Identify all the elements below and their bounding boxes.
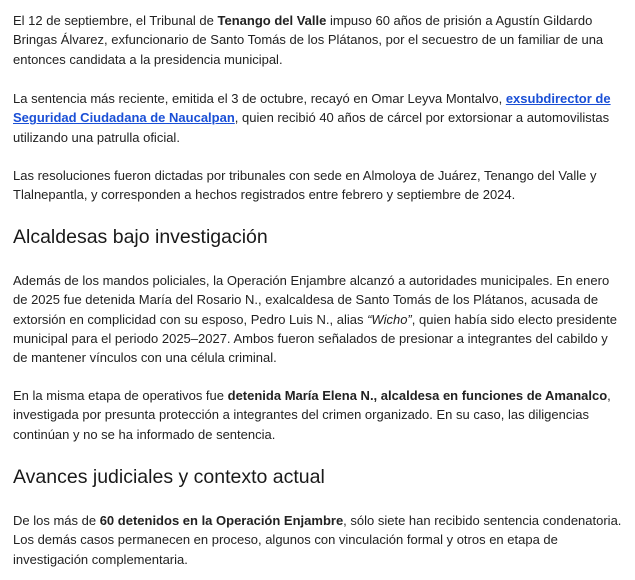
italic-alias: “Wicho” <box>367 311 412 327</box>
paragraph-text: , quien había sido electo presidente municipal para el periodo 2025–2027. Ambos fueron señalados de presionar a integrantes del cabildo y de mantener vínculos con una célula criminal. <box>13 311 618 366</box>
paragraph-text: De los más de <box>13 513 100 528</box>
paragraph-maria-elena <box>13 386 625 444</box>
section-heading-avances: Avances judiciales y contexto actual <box>13 466 325 488</box>
paragraph-detenidos <box>13 511 625 569</box>
paragraph-text: , sólo siete han recibido sentencia condenatoria. Los demás casos permanecen en proceso, algunos con vinculación formal y otros en etapa de investigación complementaria. <box>13 513 622 567</box>
paragraph-maria-del-rosario <box>13 271 625 367</box>
bold-tribunal-name: Tenango del Valle <box>217 13 327 28</box>
paragraph-text: Además de los mandos policiales, la Operación Enjambre alcanzó a autoridades municipales. En enero de 2025 fue detenida María del Rosario N., exalcaldesa de Santo Tomás de los Plátanos, acusada de extorsión en complicidad con su esposo, Pedro Luis N., alias <box>13 273 610 327</box>
paragraph-text: , quien recibió 40 años de cárcel por extorsionar a automovilistas utilizando una patrulla oficial. <box>13 110 610 145</box>
bold-detenidos-count: 60 detenidos en la Operación Enjambre <box>99 513 344 528</box>
paragraph-text: Las resoluciones fueron dictadas por tribunales con sede en Almoloya de Juárez, Tenango del Valle y Tlalnepantla, y corresponden a hechos registrados entre febrero y septiembre de 2024. <box>13 168 597 203</box>
bold-detenida-alcaldesa: detenida María Elena N., alcaldesa en funciones de Amanalco <box>227 388 608 403</box>
section-heading-alcaldesas: Alcaldesas bajo investigación <box>13 226 268 248</box>
paragraph-sentence-tenango <box>13 11 625 69</box>
paragraph-text: La sentencia más reciente, emitida el 3 de octubre, recayó en Omar Leyva Montalvo, <box>13 91 506 106</box>
paragraph-text: impuso 60 años de prisión a Agustín Gildardo Bringas Álvarez, exfuncionario de Santo Tomás de los Plátanos, por el secuestro de un familiar de una entonces candidata a la presidencia municipal. <box>13 13 604 67</box>
paragraph-sentence-naucalpan <box>13 89 625 147</box>
paragraph-text: En la misma etapa de operativos fue <box>13 388 228 403</box>
paragraph-text: , investigada por presunta protección a integrantes del crimen organizado. En su caso, las diligencias continúan y no se ha informado de sentencia. <box>13 388 611 442</box>
paragraph-resoluciones <box>13 166 625 205</box>
link-exsubdirector-naucalpan[interactable]: exsubdirector de Seguridad Ciudadana de Naucalpan <box>13 91 611 126</box>
paragraph-text: El 12 de septiembre, el Tribunal de <box>13 13 218 28</box>
